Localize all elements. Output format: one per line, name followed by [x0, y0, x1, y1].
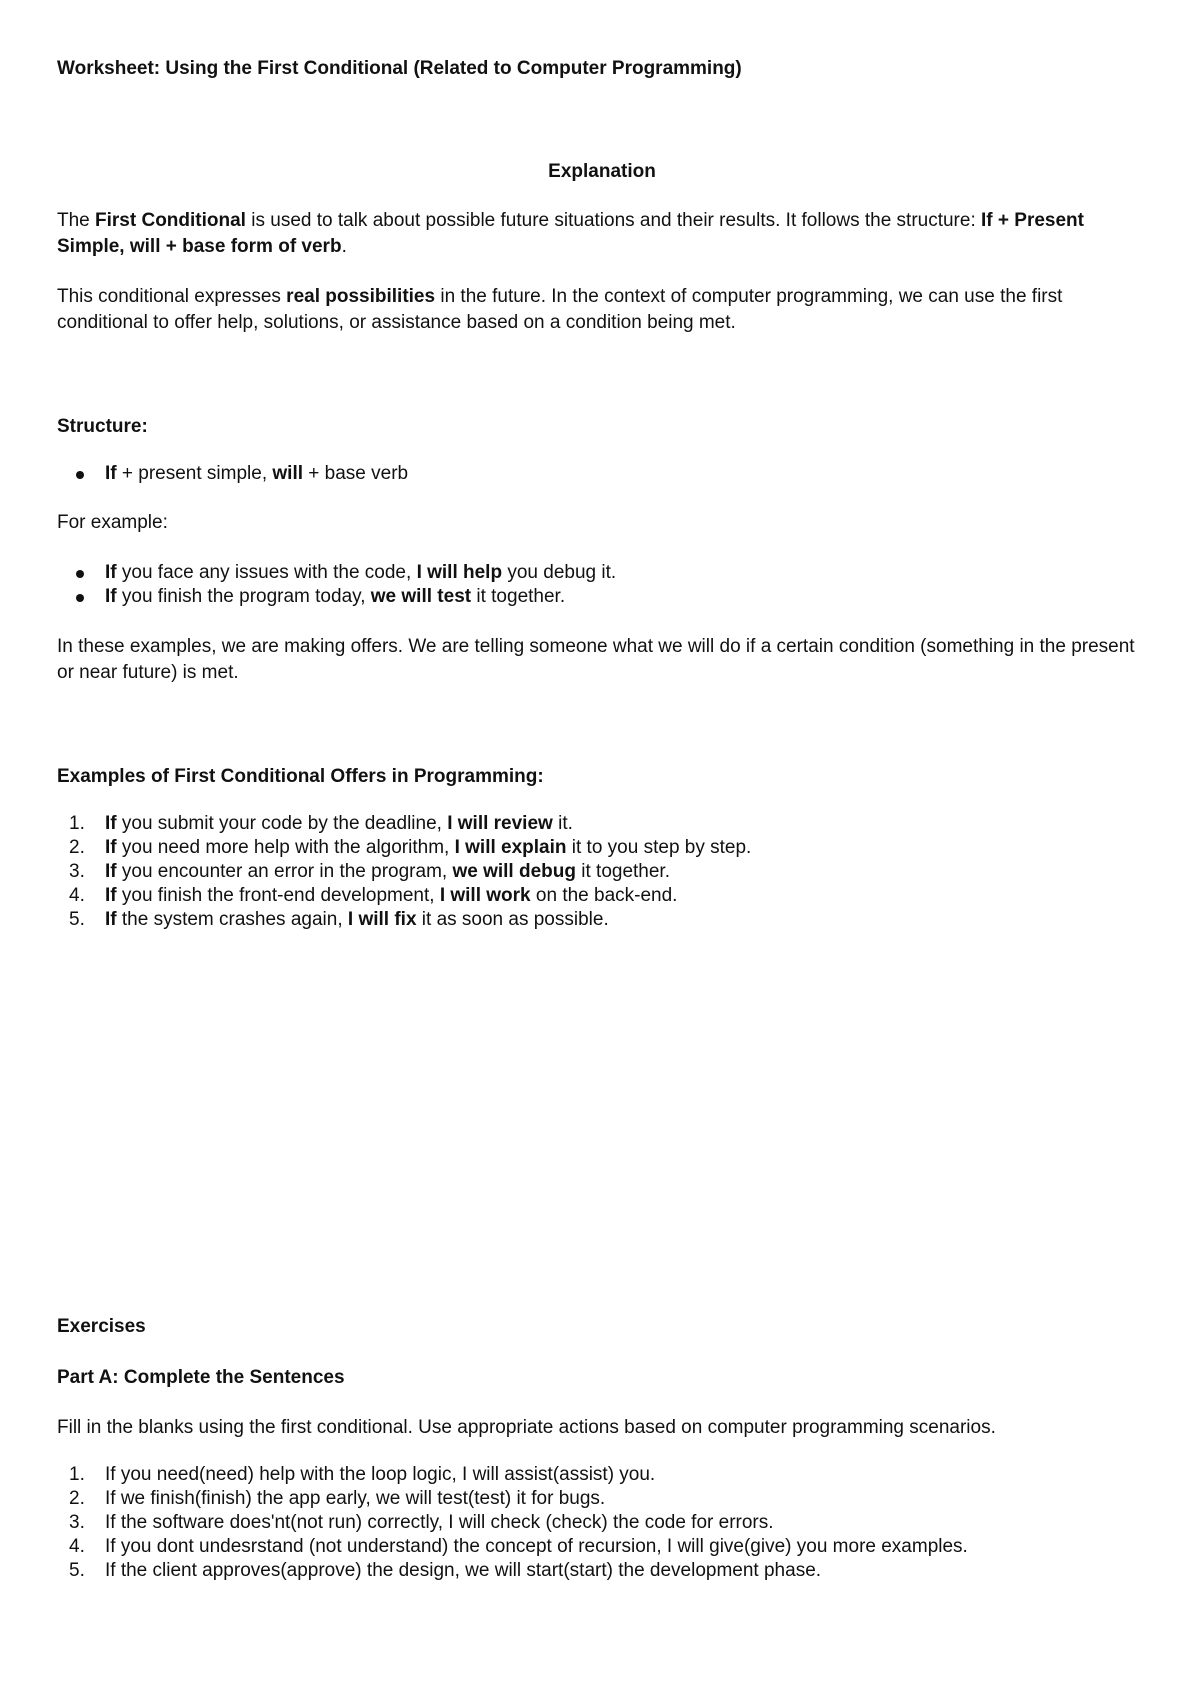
item-number: 2.	[69, 1488, 85, 1509]
text: in the future. In the context of computer programming, we can use the first conditional to offer help, solutions, or assistance based on a condition being met.	[57, 286, 1063, 333]
text: This conditional expresses	[57, 286, 287, 307]
bold-term: real possibilities	[286, 286, 436, 307]
bold-if: If	[105, 837, 117, 858]
worksheet-title: Worksheet: Using the First Conditional (Related to Computer Programming)	[57, 58, 742, 79]
bold-result: I will explain	[454, 837, 567, 858]
text: it together.	[575, 861, 670, 882]
exercise-answer: If you need(need) help with the loop logic, I will assist(assist) you.	[105, 1464, 656, 1485]
list-item	[57, 812, 1147, 836]
list-item	[57, 1487, 1147, 1511]
list-item	[57, 836, 1147, 860]
text: on the back-end.	[530, 885, 678, 906]
exercise-answer: If the software does'nt(not run) correctly, I will check (check) the code for errors.	[105, 1512, 774, 1533]
list-item	[57, 1511, 1147, 1535]
text: + present simple,	[116, 463, 273, 484]
exercise-list	[57, 1463, 1147, 1583]
structure-list	[57, 462, 1147, 486]
part-a-heading: Part A: Complete the Sentences	[57, 1367, 345, 1388]
bold-result: I will fix	[347, 909, 417, 930]
for-example-label: For example:	[57, 512, 168, 533]
text: you encounter an error in the program,	[116, 861, 453, 882]
offers-list	[57, 812, 1147, 932]
exercises-heading: Exercises	[57, 1316, 146, 1337]
item-number: 4.	[69, 1536, 85, 1557]
item-number: 2.	[69, 837, 85, 858]
bold-result: I will work	[439, 885, 531, 906]
text: The	[57, 210, 96, 231]
list-item	[57, 1559, 1147, 1583]
text: is used to talk about possible future situations and their results. It follows the structure:	[245, 210, 982, 231]
explanation-paragraph-2	[57, 284, 1147, 336]
text: it.	[552, 813, 573, 834]
text: .	[341, 236, 347, 257]
exercise-answer: If we finish(finish) the app early, we will test(test) it for bugs.	[105, 1488, 606, 1509]
examples-note: In these examples, we are making offers. We are telling someone what we will do if a certain condition (something in the present or near future) is met.	[57, 636, 1135, 683]
bold-if: If	[105, 813, 117, 834]
list-item	[57, 561, 1147, 585]
exercise-instructions: Fill in the blanks using the first conditional. Use appropriate actions based on computer programming scenarios.	[57, 1417, 996, 1438]
item-number: 1.	[69, 813, 85, 834]
text: it together.	[471, 586, 566, 607]
bold-if: If	[105, 909, 117, 930]
text: you finish the front-end development,	[116, 885, 440, 906]
text: you debug it.	[502, 562, 617, 583]
item-number: 5.	[69, 1560, 85, 1581]
exercise-answer: If the client approves(approve) the design, we will start(start) the development phase.	[105, 1560, 822, 1581]
item-number: 1.	[69, 1464, 85, 1485]
list-item	[57, 908, 1147, 932]
text: you finish the program today,	[116, 586, 371, 607]
offers-heading: Examples of First Conditional Offers in Programming:	[57, 766, 544, 787]
explanation-paragraph-1	[57, 208, 1147, 260]
text: it to you step by step.	[566, 837, 752, 858]
list-item	[57, 462, 1147, 486]
bold-structure: If + Present Simple, will + base form of verb	[57, 210, 1084, 257]
bold-if: If	[105, 861, 117, 882]
text: the system crashes again,	[116, 909, 348, 930]
text: you face any issues with the code,	[116, 562, 417, 583]
list-item	[57, 860, 1147, 884]
text: it as soon as possible.	[416, 909, 609, 930]
bold-if: If	[105, 463, 117, 484]
text: you need more help with the algorithm,	[116, 837, 455, 858]
bold-if: If	[105, 562, 117, 583]
bold-result: we will debug	[452, 861, 576, 882]
bold-will: will	[272, 463, 304, 484]
item-number: 4.	[69, 885, 85, 906]
bold-if: If	[105, 885, 117, 906]
bold-result: I will review	[447, 813, 553, 834]
item-number: 3.	[69, 861, 85, 882]
bold-result: we will test	[370, 586, 472, 607]
list-item	[57, 884, 1147, 908]
example-list	[57, 561, 1147, 609]
text: you submit your code by the deadline,	[116, 813, 448, 834]
text: + base verb	[303, 463, 409, 484]
item-number: 3.	[69, 1512, 85, 1533]
structure-heading: Structure:	[57, 416, 148, 437]
exercise-answer: If you dont undesrstand (not understand) the concept of recursion, I will give(give) you more examples.	[105, 1536, 968, 1557]
item-number: 5.	[69, 909, 85, 930]
explanation-heading: Explanation	[548, 161, 656, 182]
list-item	[57, 585, 1147, 609]
list-item	[57, 1463, 1147, 1487]
bold-if: If	[105, 586, 117, 607]
list-item	[57, 1535, 1147, 1559]
bold-term: First Conditional	[95, 210, 246, 231]
bold-result: I will help	[416, 562, 503, 583]
